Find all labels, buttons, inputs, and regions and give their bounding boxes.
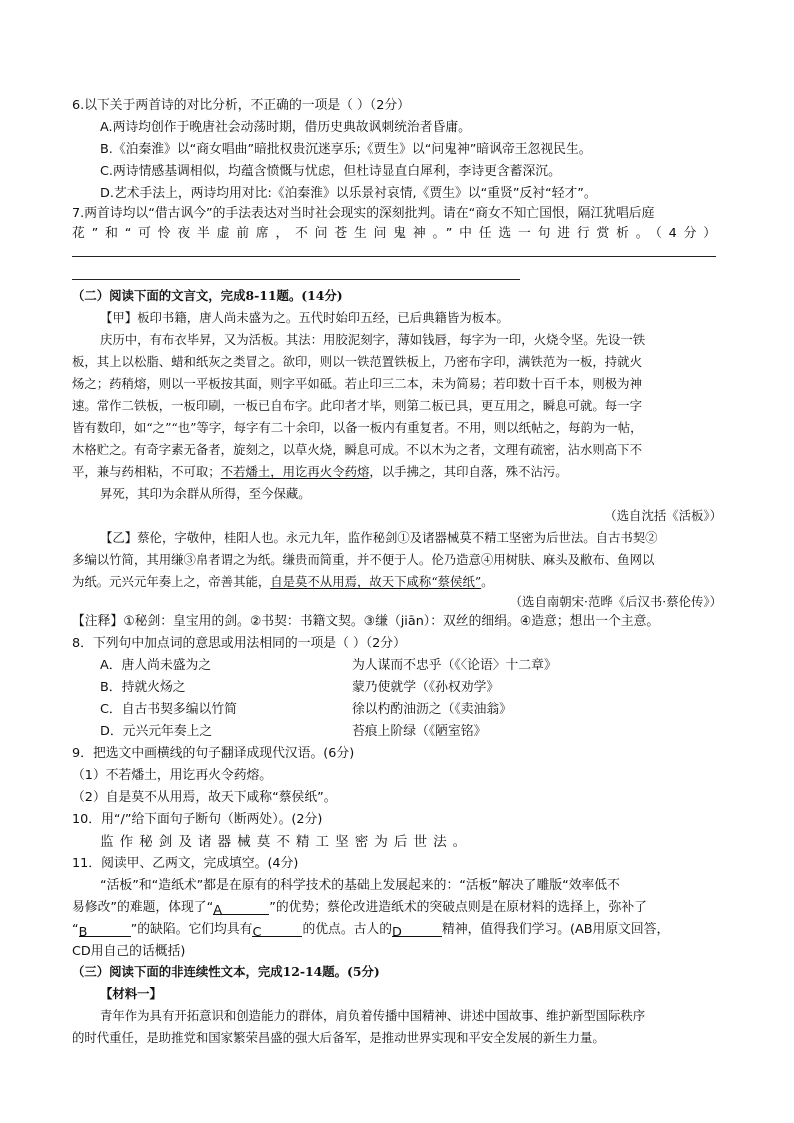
q9-item-1: （1）不若燔土，用讫再火令药熔。 xyxy=(72,768,273,783)
q11-line3-mid1: ”的缺陷。它们均具有 xyxy=(130,922,253,937)
q8-option-b-left: B．持就火炀之 xyxy=(100,680,186,695)
yi-line-2-head: 为纸。元兴元年奏上之，帝善其能， xyxy=(72,574,271,589)
yi-source: （选自南朝宋·范晔《后汉书·蔡伦传》） xyxy=(509,594,722,609)
q11-line2-tail: ”的优势；蔡伦改进造纸术的突破点则是在原材料的选择上，弥补了 xyxy=(269,900,647,915)
q11-para-line1: “活板”和“造纸术”都是在原有的科学技术的基础上发展起来的：“活板”解决了雕版“效率低不 xyxy=(100,878,620,893)
q6-option-a: A.两诗均创作于晚唐社会动荡时期，借历史典故讽刺统治者昏庸。 xyxy=(100,120,471,135)
q9-stem: 9．把选文中画横线的句子翻译成现代汉语。(6分) xyxy=(72,746,355,761)
blank-b-label: B xyxy=(78,925,88,940)
q8-option-a-right: 为人谋而不忠乎（《〈论语〉十二章》 xyxy=(352,658,557,673)
q7-line1: 7.两首诗均以“借古讽今”的手法表达对当时社会现实的深刻批判。请在“商女不知亡国恨，隔江犹唱后庭 xyxy=(72,206,655,221)
q10-stem: 10．用“/”给下面句子断句（断两处）。(2分) xyxy=(72,812,323,827)
q6-option-d: D.艺术手法上，两诗均用对比:《泊秦淮》以乐景衬哀情,《贾生》以“重贤”反衬“轻才”。 xyxy=(100,186,597,201)
q11-para-line3 xyxy=(72,920,669,940)
q9-item-2: （2）自是莫不从用焉，故天下咸称“蔡侯纸”。 xyxy=(72,790,337,805)
jia-source: （选自沈括《活板》） xyxy=(604,508,722,523)
jia-line-6: 木格贮之。有奇字素无备者，旋刻之，以草火烧，瞬息可成。不以木为之者，文理有疏密，沾水则高下不 xyxy=(72,442,642,457)
q8-option-b-right: 蒙乃使就学（《孙权劝学》 xyxy=(352,680,500,695)
q8-option-a-left: A．唐人尚未盛为之 xyxy=(100,658,212,673)
jia-line-7-tail: ，以手拂之，其印自落，殊不沾污。 xyxy=(369,464,568,479)
section2-heading: （二）阅读下面的文言文，完成8-11题。(14分) xyxy=(72,288,343,303)
yi-line-2-tail: 。 xyxy=(481,574,494,589)
jia-line-2: 板，其上以松脂、蜡和纸灰之类冒之。欲印，则以一铁范置铁板上，乃密布字印，满铁范为一板，持就火 xyxy=(72,354,642,369)
q11-para-line4: CD用自己的话概括) xyxy=(72,944,186,959)
q6-stem: 6.以下关于两首诗的对比分析，不正确的一项是（ ）（2分） xyxy=(72,98,410,113)
q10-sentence: 监作秘剑及诸器械莫不精工坚密为后世法。 xyxy=(100,834,473,850)
jia-line-3: 炀之；药稍熔，则以一平板按其面，则字平如砥。若止印三二本，未为简易；若印数十百千本，则极为神 xyxy=(72,376,642,391)
yi-line-1: 多编以竹简，其用缣③帛者谓之为纸。缣贵而简重，并不便于人。伦乃造意④用树肤、麻头及敝布、鱼网以 xyxy=(72,552,655,567)
yi-line-0: 【乙】蔡伦，字敬仲，桂阳人也。永元九年，监作秘剑①及诸器械莫不精工坚密为后世法。自古书契② xyxy=(100,530,658,545)
blank-b[interactable] xyxy=(78,923,131,940)
q8-stem: 8．下列句中加点词的意思或用法相同的一项是（ ）（2分） xyxy=(72,636,406,651)
jia-end-line: 昇死，其印为余群从所得，至今保藏。 xyxy=(100,486,311,501)
q11-line2-head: 易修改”的难题，体现了“ xyxy=(72,900,214,915)
material-one-line2: 的时代重任，是助推党和国家繁荣昌盛的强大后备军，是推动世界实现和平安全发展的新生力量。 xyxy=(72,1030,605,1045)
blank-a[interactable] xyxy=(213,901,269,918)
material-one-line1: 青年作为具有开拓意识和创造能力的群体，肩负着传播中国精神、讲述中国故事、维护新型国际秩序 xyxy=(100,1008,646,1023)
jia-line-5: 皆有数印，如“之”“也”等字，每字有二十余印，以备一板内有重复者。不用，则以纸帖之，每韵为一帖， xyxy=(72,420,643,435)
blank-c-label: C xyxy=(252,925,262,940)
jia-line-7-head: 平，兼与药相粘，不可取； xyxy=(72,464,221,479)
jia-line-0: 【甲】板印书籍，唐人尚未盛为之。五代时始印五经，已后典籍皆为板本。 xyxy=(100,310,509,325)
jia-line-7 xyxy=(72,462,568,482)
answer-line-1 xyxy=(72,256,716,257)
blank-a-label: A xyxy=(213,903,222,918)
q8-option-d-right: 苔痕上阶绿（《陋室铭》 xyxy=(352,724,487,739)
q11-line3-tail: 精神，值得我们学习。(AB用原文回答， xyxy=(442,922,670,937)
material-one-label: 【材料一】 xyxy=(100,986,162,1001)
blank-d-label: D xyxy=(392,925,402,940)
q6-option-c: C.两诗情感基调相似，均蕴含愤慨与忧虑，但杜诗显直白犀利，李诗更含蓄深沉。 xyxy=(100,164,561,179)
yi-underlined-sentence: 自是莫不从用焉，故天下咸称“蔡侯纸” xyxy=(270,574,482,589)
jia-underlined-sentence: 不若燔土，用讫再火令药熔 xyxy=(220,464,370,479)
q11-stem: 11．阅读甲、乙两文，完成填空。(4分) xyxy=(72,856,299,871)
blank-d[interactable] xyxy=(392,923,442,940)
q6-option-b: B.《泊秦淮》以“商女唱曲”暗批权贵沉迷享乐;《贾生》以“问鬼神”暗讽帝王忽视民生。 xyxy=(100,142,592,157)
section3-heading: （三）阅读下面的非连续性文本，完成12-14题。(5分) xyxy=(72,964,380,979)
q8-option-c-left: C．自古书契多编以竹简 xyxy=(100,702,237,717)
jia-line-4: 速。常作二铁板，一板印刷，一板已自布字。此印者才毕，则第二板已具，更互用之，瞬息可就。每一字 xyxy=(72,398,642,413)
yi-line-2 xyxy=(72,572,494,592)
q8-option-d-left: D．元兴元年奏上之 xyxy=(100,724,213,739)
q8-option-c-right: 徐以杓酌油沥之（《卖油翁》 xyxy=(352,702,512,717)
q11-line3-open: “ xyxy=(72,922,79,937)
q11-line3-mid2: 的优点。古人的 xyxy=(302,922,393,937)
q11-para-line2 xyxy=(72,898,647,918)
answer-line-2 xyxy=(72,279,520,280)
blank-c[interactable] xyxy=(252,923,302,940)
annotation-notes: 【注释】①秘剑：皇宝用的剑。②书契：书籍文契。③缣（jiān）：双丝的细绢。④造意；想出一个主意。 xyxy=(72,614,660,629)
q7-line2: 花”和“可怜夜半虚前席，不问苍生问鬼神。”中任选一句进行赏析。（4分） xyxy=(72,226,716,241)
jia-line-1: 庆历中，有布衣毕昇，又为活板。其法：用胶泥刻字，薄如钱唇，每字为一印，火烧令坚。先设一铁 xyxy=(100,332,646,347)
